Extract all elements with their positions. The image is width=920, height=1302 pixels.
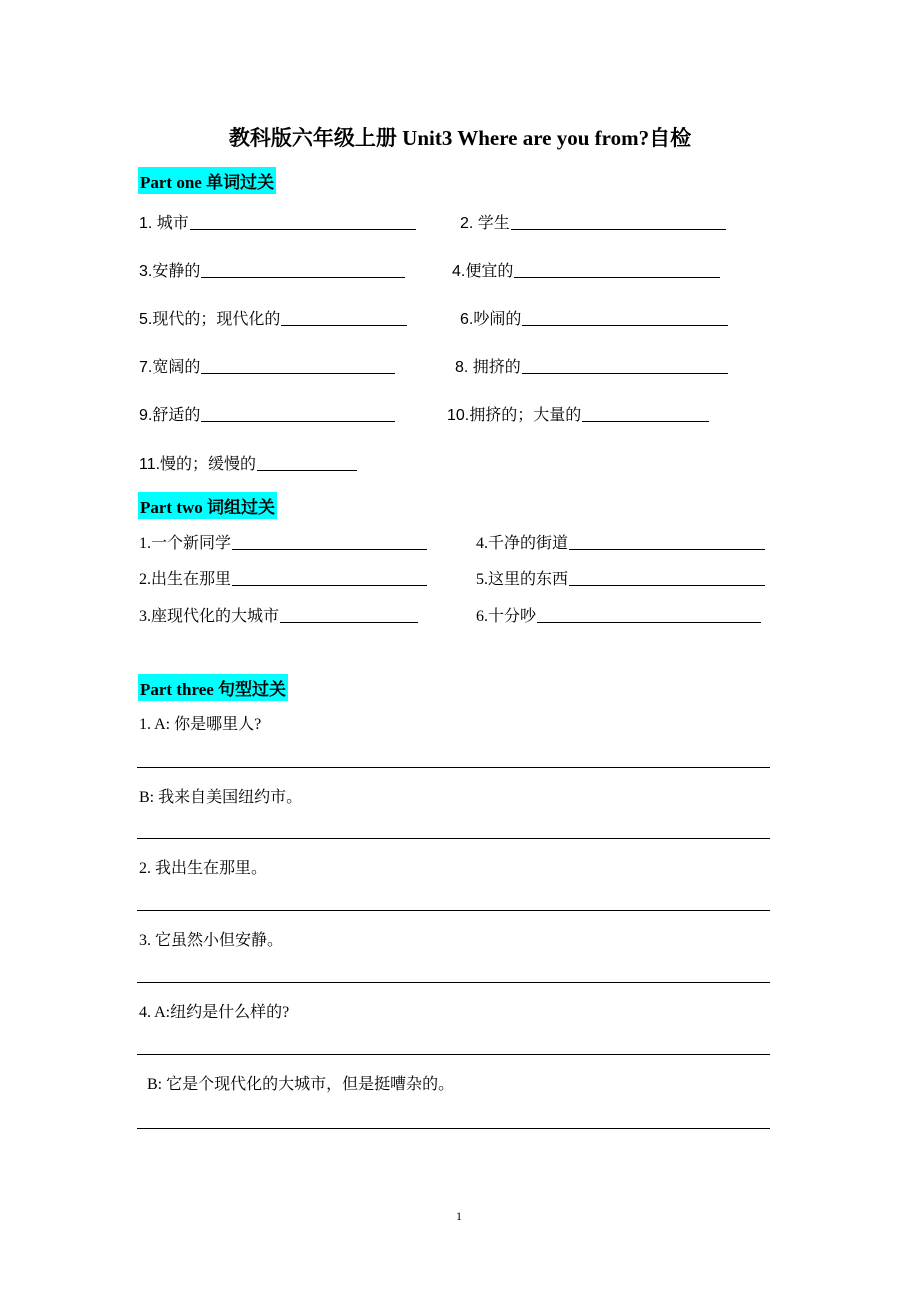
part-three-heading: Part three 句型过关 [138,674,288,701]
answer-blank[interactable] [522,372,728,374]
item-label: 5.现代的；现代化的 [139,311,281,328]
sentence-prompt: 3. 它虽然小但安静。 [139,932,284,949]
answer-blank[interactable] [281,324,407,326]
sentence-prompt: 1. A: 你是哪里人? [139,716,262,733]
word-item [455,354,728,377]
answer-line[interactable] [137,982,770,983]
item-label: 11.慢的；缓慢的 [139,456,257,473]
word-item [452,258,720,281]
answer-line[interactable] [137,1128,770,1129]
answer-blank[interactable] [190,228,416,230]
item-label: 3.安静的 [139,263,201,280]
item-label: 2. 学生 [460,215,510,232]
answer-blank[interactable] [201,372,395,374]
phrase-item [139,603,418,626]
sentence-prompt: B: 我来自美国纽约市。 [139,789,303,806]
item-label: 4.便宜的 [452,263,514,280]
answer-line[interactable] [137,767,770,768]
word-item [139,210,416,233]
sentence-prompt: 4. A:纽约是什么样的? [139,1004,290,1021]
word-item [460,210,726,233]
item-label: 1.一个新同学 [139,535,232,552]
word-item [139,402,395,425]
word-item [139,451,357,474]
item-label: 9.舒适的 [139,407,201,424]
item-label: 4.千净的街道 [476,535,569,552]
phrase-item [139,566,427,589]
answer-line[interactable] [137,1054,770,1055]
answer-blank[interactable] [201,276,405,278]
item-label: 2.出生在那里 [139,571,232,588]
phrase-item [139,530,427,553]
answer-blank[interactable] [537,621,761,623]
answer-line[interactable] [137,838,770,839]
answer-blank[interactable] [522,324,728,326]
phrase-item [476,566,765,589]
word-item [447,402,709,425]
sentence-prompt: B: 它是个现代化的大城市，但是挺嘈杂的。 [147,1076,455,1093]
answer-blank[interactable] [280,621,418,623]
phrase-item [476,603,761,626]
word-item [139,258,405,281]
word-item [139,354,395,377]
sentence-prompt: 2. 我出生在那里。 [139,860,268,877]
word-item [139,306,407,329]
item-label: 8. 拥挤的 [455,359,521,376]
answer-blank[interactable] [232,548,427,550]
page-number: 1 [456,1209,462,1223]
item-label: 6.十分吵 [476,608,537,625]
answer-blank[interactable] [201,420,395,422]
answer-blank[interactable] [257,469,357,471]
answer-blank[interactable] [582,420,709,422]
item-label: 3.座现代化的大城市 [139,608,280,625]
answer-line[interactable] [137,910,770,911]
item-label: 10.拥挤的；大量的 [447,407,582,424]
part-one-heading: Part one 单词过关 [138,167,276,194]
item-label: 6.吵闹的 [460,311,522,328]
item-label: 1. 城市 [139,215,189,232]
answer-blank[interactable] [514,276,720,278]
word-item [460,306,728,329]
answer-blank[interactable] [511,228,726,230]
item-label: 5.这里的东西 [476,571,569,588]
page-title: 教科版六年级上册 Unit3 Where are you from?自检 [228,126,692,150]
item-label: 7.宽阔的 [139,359,201,376]
phrase-item [476,530,765,553]
part-two-heading: Part two 词组过关 [138,492,277,519]
answer-blank[interactable] [569,584,765,586]
answer-blank[interactable] [232,584,427,586]
answer-blank[interactable] [569,548,765,550]
